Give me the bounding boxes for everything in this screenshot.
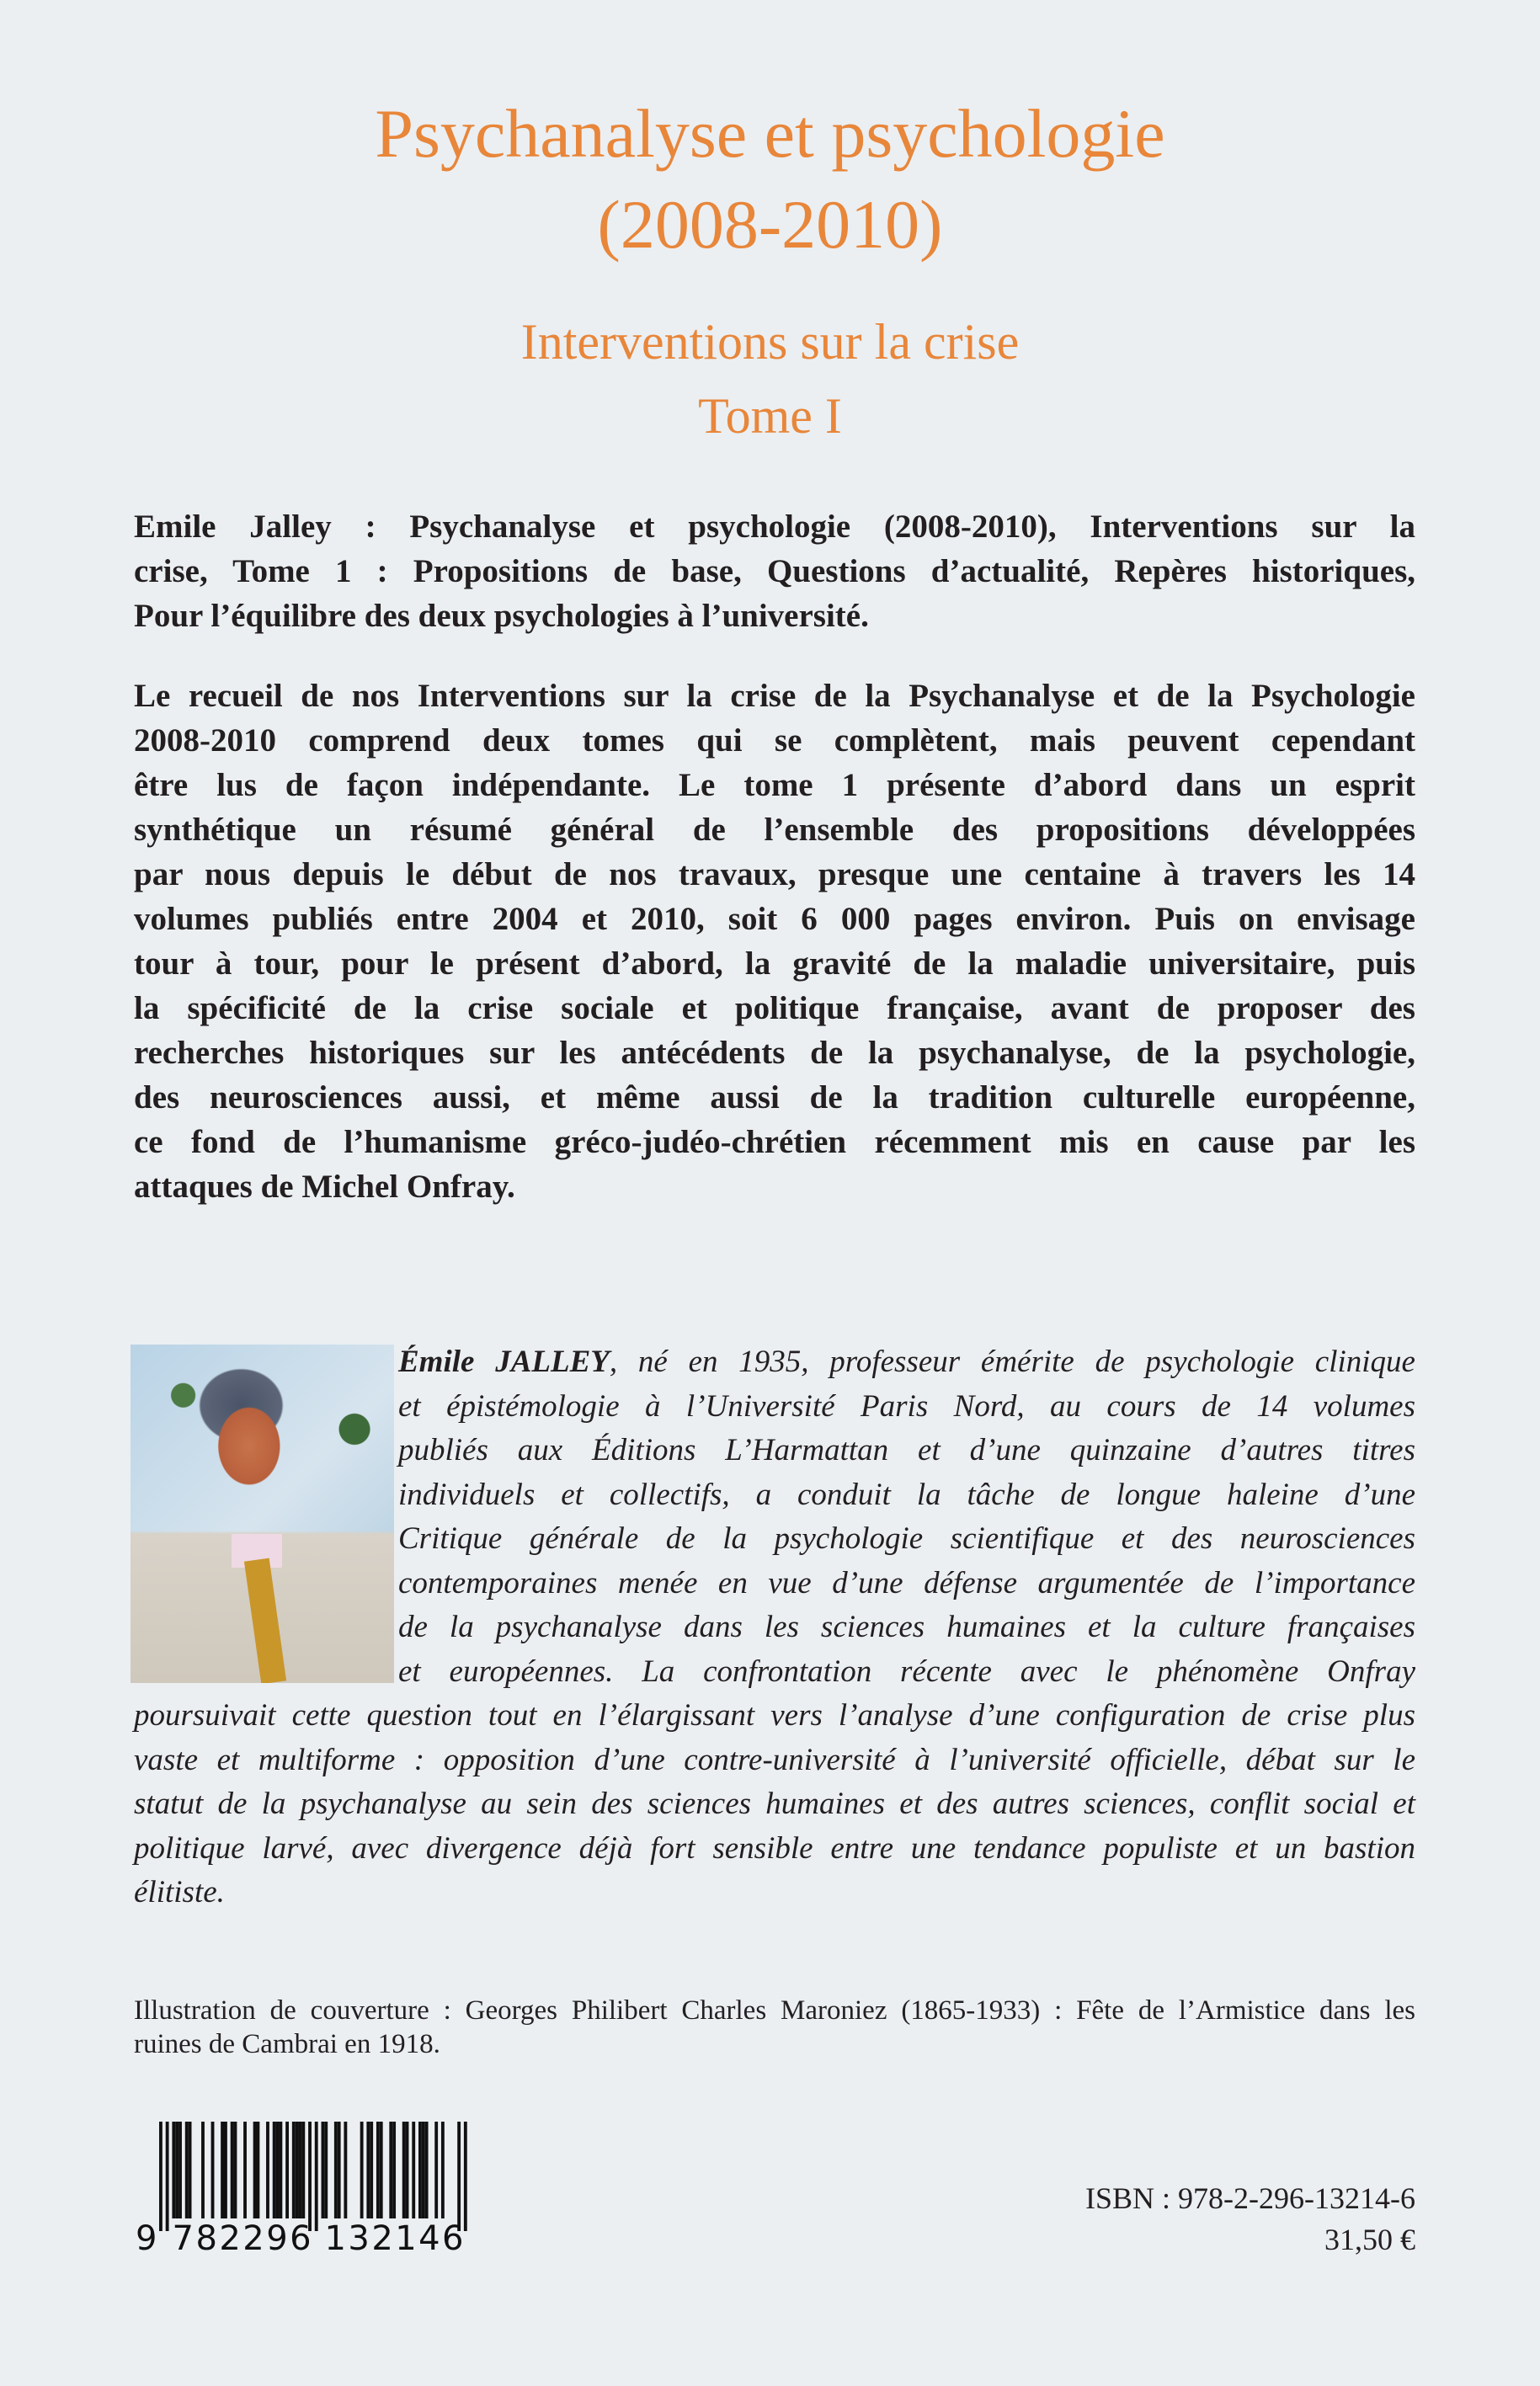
bio-line: Critique générale de la psychologie scientifique et des neurosciences [398, 1521, 1415, 1556]
text-line: volumes publiés entre 2004 et 2010, soit 6 000 pages environ. Puis on envisage [134, 901, 1415, 937]
barcode-bar [322, 2122, 325, 2218]
barcode-bar [166, 2122, 169, 2231]
barcode-bar [464, 2122, 467, 2231]
barcode-bar [201, 2122, 205, 2218]
barcode-bar [402, 2122, 406, 2218]
author-bio-side [398, 1340, 1415, 1694]
description-paragraph [134, 674, 1415, 1209]
barcode-bar [159, 2122, 163, 2231]
bio-line: et épistémologie à l’Université Paris Nord, au cours de 14 volumes [398, 1388, 1415, 1424]
barcode-bar [276, 2122, 280, 2218]
text-line: être lus de façon indépendante. Le tome 1 présente d’abord dans un esprit [134, 767, 1415, 803]
barcode-bar [412, 2122, 415, 2218]
barcode-bar [338, 2122, 341, 2218]
barcode-bar [406, 2122, 409, 2218]
text-line: statut de la psychanalyse au sein des sciences humaines et des autres sciences, conflit social et [134, 1787, 1415, 1821]
text-line: ce fond de l’humanisme gréco-judéo-chrétien récemment mis en cause par les [134, 1124, 1415, 1160]
subtitle-line-2: Tome I [698, 388, 842, 444]
barcode-bar [418, 2122, 422, 2218]
text-line: la spécificité de la crise sociale et politique française, avant de proposer des [134, 990, 1415, 1026]
barcode-bar [422, 2122, 425, 2218]
text-line: vaste et multiforme : opposition d’une contre-université à l’université officielle, débat sur le [134, 1742, 1415, 1777]
barcode-bar [179, 2122, 182, 2218]
text-line: tour à tour, pour le présent d’abord, la gravité de la maladie universitaire, puis [134, 945, 1415, 982]
barcode-bar [224, 2122, 227, 2218]
barcode-bar [376, 2122, 380, 2218]
text-line: des neurosciences aussi, et même aussi de la tradition culturelle européenne, [134, 1079, 1415, 1116]
barcode-bar [299, 2122, 302, 2218]
barcode-bar [257, 2122, 260, 2218]
subtitle-line-1: Interventions sur la crise [520, 314, 1020, 370]
barcode-bar [370, 2122, 373, 2218]
barcode-bar [425, 2122, 429, 2218]
author-bio-full [134, 1694, 1415, 1915]
barcode-digits-right: 132146 [324, 2219, 464, 2256]
text-line: politique larvé, avec divergence déjà fort sensible entre une tendance populiste et un bastion [134, 1830, 1415, 1866]
bio-line: et européennes. La confrontation récente avec le phénomène Onfray [398, 1654, 1415, 1689]
bio-line: contemporaines menée en vue d’une défense argumentée de l’importance [398, 1565, 1415, 1600]
text-line: synthétique un résumé général de l’ensemble des propositions développées [134, 812, 1415, 848]
text-line: ruines de Cambrai en 1918. [134, 2029, 440, 2059]
author-name: Émile JALLEY [398, 1345, 610, 1379]
summary-paragraph [134, 504, 1415, 638]
barcode-bar [231, 2122, 234, 2218]
barcode-bar [296, 2122, 299, 2218]
barcode-bar [457, 2122, 461, 2231]
barcode-bar [175, 2122, 179, 2218]
barcode-bar [366, 2122, 370, 2218]
barcode [134, 2122, 479, 2256]
barcode-bar [234, 2122, 237, 2218]
barcode-bar [253, 2122, 257, 2218]
text-line: Illustration de couverture : Georges Philibert Charles Maroniez (1865-1933) : Fête de l’Armistice dans les [134, 1995, 1415, 2026]
bio-line: de la psychanalyse dans les sciences humaines et la culture françaises [398, 1610, 1415, 1644]
text-line: Emile Jalley : Psychanalyse et psychologie (2008-2010), Interventions sur la [134, 509, 1415, 545]
barcode-bar [285, 2122, 289, 2218]
isbn: ISBN : 978-2-296-13214-6 [1085, 2181, 1415, 2215]
barcode-bar [344, 2122, 347, 2218]
barcode-bar [172, 2122, 175, 2218]
barcode-bar [324, 2122, 328, 2218]
barcode-bar [389, 2122, 392, 2218]
text-line: Le recueil de nos Interventions sur la crise de la Psychanalyse et de la Psychologie [134, 678, 1415, 714]
text-line: élitiste. [134, 1875, 225, 1909]
book-title [0, 88, 1540, 270]
bio-line: publiés aux Éditions L’Harmattan et d’une quinzaine d’autres titres [398, 1433, 1415, 1467]
barcode-bar [292, 2122, 296, 2218]
barcode-bar [185, 2122, 189, 2218]
barcode-digits-left: 782296 [172, 2219, 312, 2256]
text-line: par nous depuis le début de nos travaux, presque une centaine à travers les 14 [134, 856, 1415, 892]
text-line: poursuivait cette question tout en l’élargissant vers l’analyse d’une configuration de crise plus [134, 1698, 1415, 1733]
text-line: Pour l’équilibre des deux psychologies à l’université. [134, 598, 869, 634]
barcode-bar [221, 2122, 224, 2218]
barcode-bar [189, 2122, 192, 2218]
bio-line: individuels et collectifs, a conduit la tâche de longue haleine d’une [398, 1477, 1415, 1512]
text-line: attaques de Michel Onfray. [134, 1169, 515, 1205]
barcode-bar [392, 2122, 396, 2218]
barcode-digits-first: 9 [136, 2219, 157, 2256]
barcode-bar [380, 2122, 383, 2218]
barcode-bar [243, 2122, 247, 2218]
bio-line [398, 1340, 1415, 1385]
barcode-bar [434, 2122, 438, 2218]
text-line: recherches historiques sur les antécédents de la psychanalyse, de la psychologie, [134, 1035, 1415, 1071]
title-line-1: Psychanalyse et psychologie [375, 95, 1165, 172]
text-line: crise, Tome 1 : Propositions de base, Questions d’actualité, Repères historiques, [134, 553, 1415, 589]
bio-first-line-text: , né en 1935, professeur émérite de psychologie clinique [609, 1345, 1415, 1379]
book-subtitle [0, 305, 1540, 453]
barcode-bar [301, 2122, 305, 2218]
barcode-bar [273, 2122, 276, 2218]
barcode-bar [441, 2122, 445, 2218]
author-photo [131, 1345, 394, 1683]
barcode-bar [279, 2122, 282, 2218]
barcode-bar [266, 2122, 269, 2218]
barcode-bar [315, 2122, 318, 2231]
title-line-2: (2008-2010) [597, 186, 943, 263]
barcode-bar [308, 2122, 312, 2231]
barcode-bar [211, 2122, 215, 2218]
text-line: 2008-2010 comprend deux tomes qui se complètent, mais peuvent cependant [134, 722, 1415, 759]
cover-illustration-credit [134, 1994, 1415, 2061]
barcode-bar [360, 2122, 364, 2218]
barcode-bar [334, 2122, 338, 2218]
price: 31,50 € [1324, 2223, 1415, 2256]
